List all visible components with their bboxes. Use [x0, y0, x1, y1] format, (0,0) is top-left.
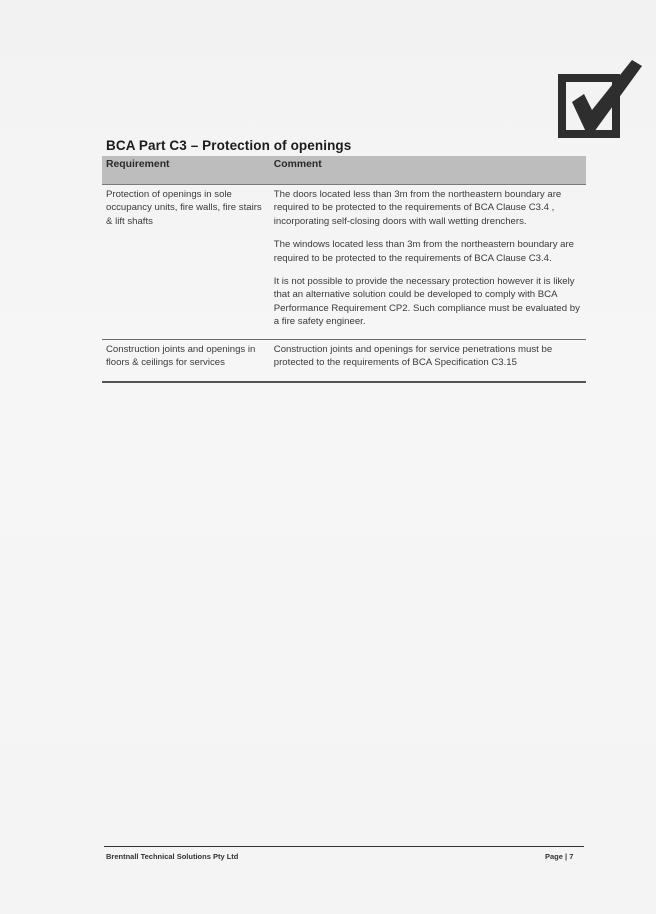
requirement-cell: Construction joints and openings in floors & ceilings for services [102, 339, 270, 382]
checkbox-checked-icon [558, 52, 644, 138]
footer-divider [104, 846, 584, 847]
comment-paragraph: The windows located less than 3m from the northeastern boundary are required to be protected to the requirements of BCA Clause C3.4. [273, 239, 575, 264]
table-header-row [102, 156, 586, 185]
table-row [102, 185, 586, 340]
comment-cell [270, 185, 586, 340]
requirements-table [102, 156, 586, 383]
section-title: BCA Part C3 – Protection of openings [106, 138, 352, 153]
comment-paragraph: Construction joints and openings for service penetrations must be protected to the requirements of BCA Specification C3.15 [273, 343, 553, 369]
comment-paragraph: It is not possible to provide the necessary protection however it is likely that an alternative solution could be developed to comply with BCA Performance Requirement CP2. Such compliance must be evaluated by a fire safety engineer. [273, 276, 580, 328]
header-requirement: Requirement [102, 156, 270, 185]
table-row [102, 339, 586, 382]
comment-cell [270, 339, 586, 382]
footer-company: Brentnall Technical Solutions Pty Ltd [106, 852, 239, 861]
footer-page-number: Page | 7 [545, 852, 574, 861]
comment-paragraph: The doors located less than 3m from the northeastern boundary are required to be protected to the requirements of BCA Clause C3.4 , incorporating self-closing doors with wall wetting drenchers. [273, 189, 562, 227]
header-comment: Comment [270, 156, 586, 185]
requirement-cell: Protection of openings in sole occupancy units, fire walls, fire stairs & lift shafts [102, 185, 270, 340]
